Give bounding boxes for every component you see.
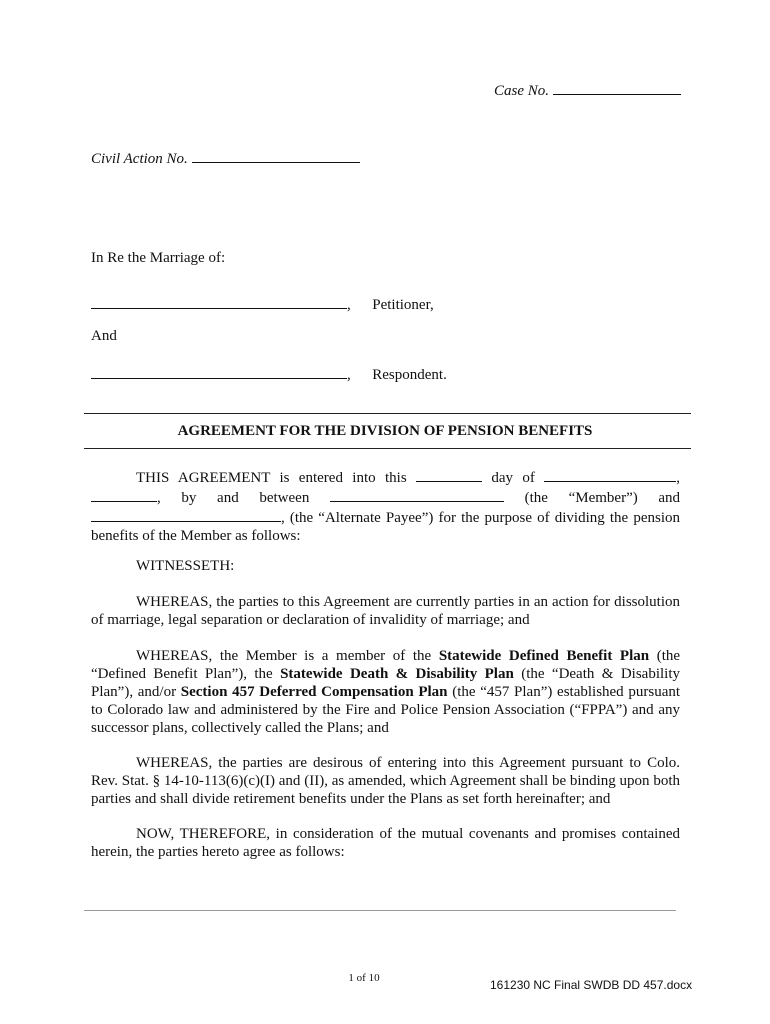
title-top-rule <box>84 413 691 414</box>
civil-action-blank[interactable] <box>192 148 360 163</box>
now-therefore-paragraph: NOW, THEREFORE, in consideration of the mutual covenants and promises contained herein, the parties hereto agree as follows: <box>91 826 680 860</box>
and-label: And <box>91 328 117 344</box>
intro-text-4: (the “Member”) and <box>524 490 681 506</box>
member-name-blank[interactable] <box>330 487 504 502</box>
case-number-field <box>494 80 681 100</box>
respondent-label: Respondent. <box>372 367 447 383</box>
respondent-row: , Respondent. <box>91 364 447 384</box>
petitioner-row: , Petitioner, <box>91 294 434 314</box>
civil-action-field <box>91 148 360 168</box>
case-number-label: Case No. <box>494 83 550 99</box>
whereas2-text-2: (the “Defined Benefit Plan”), the <box>91 648 681 682</box>
agreement-intro-paragraph: THIS AGREEMENT is entered into this day of , , by and between (the “Member”) and , (the “Alternate Payee”) for the purpose of dividing the pension benefits of the Member as follows: <box>91 467 680 545</box>
year-blank[interactable] <box>91 487 157 502</box>
witnesseth-heading: WITNESSETH: <box>136 558 235 574</box>
month-blank[interactable] <box>544 467 676 482</box>
whereas-paragraph-1: WHEREAS, the parties to this Agreement are currently parties in an action for dissolution of marriage, legal separation or declaration of invalidity of marriage; and <box>91 594 680 628</box>
plan-name-defined-benefit: Statewide Defined Benefit Plan <box>438 648 650 664</box>
intro-text-5: , (the “Alternate Payee”) for the purpose of dividing the pension benefits of the Member as follows: <box>91 510 680 544</box>
plan-name-death-disability: Statewide Death & Disability Plan <box>280 666 514 682</box>
in-re-marriage-label: In Re the Marriage of: <box>91 250 226 266</box>
day-blank[interactable] <box>416 467 482 482</box>
whereas2-text-1: WHEREAS, the Member is a member of the <box>136 648 432 664</box>
intro-text-3: by and between <box>181 490 310 506</box>
whereas-paragraph-3: WHEREAS, the parties are desirous of entering into this Agreement pursuant to Colo. Rev. Stat. § 14-10-113(6)(c)(I) and (II), as amended, which Agreement shall be binding upon both parties and shall divide retirement benefits under the Plans as set forth hereinafter; and <box>91 755 680 807</box>
intro-text-2: day of <box>491 470 535 486</box>
alternate-payee-name-blank[interactable] <box>91 507 281 522</box>
whereas-paragraph-2 <box>91 647 680 737</box>
petitioner-label: Petitioner, <box>372 297 434 313</box>
footer-filename: 161230 NC Final SWDB DD 457.docx <box>490 978 693 992</box>
title-bottom-rule <box>84 448 691 449</box>
intro-text-1: THIS AGREEMENT is entered into this <box>136 470 407 486</box>
case-number-blank[interactable] <box>553 80 681 95</box>
petitioner-name-blank[interactable] <box>91 294 347 309</box>
whereas2-text-3: (the “Death & Disability Plan”), and/or <box>91 666 680 700</box>
respondent-name-blank[interactable] <box>91 364 347 379</box>
civil-action-label: Civil Action No. <box>91 151 188 167</box>
page-number: 1 of 10 <box>348 972 380 984</box>
footer-rule <box>84 910 676 911</box>
whereas2-text-4: (the “457 Plan”) established pursuant to Colorado law and administered by the Fire and Police Pension Association (“FPPA”) and any successor plans, collectively called the Plans; and <box>91 684 681 736</box>
plan-name-457: Section 457 Deferred Compensation Plan <box>180 684 448 700</box>
document-title: AGREEMENT FOR THE DIVISION OF PENSION BENEFITS <box>177 423 593 439</box>
